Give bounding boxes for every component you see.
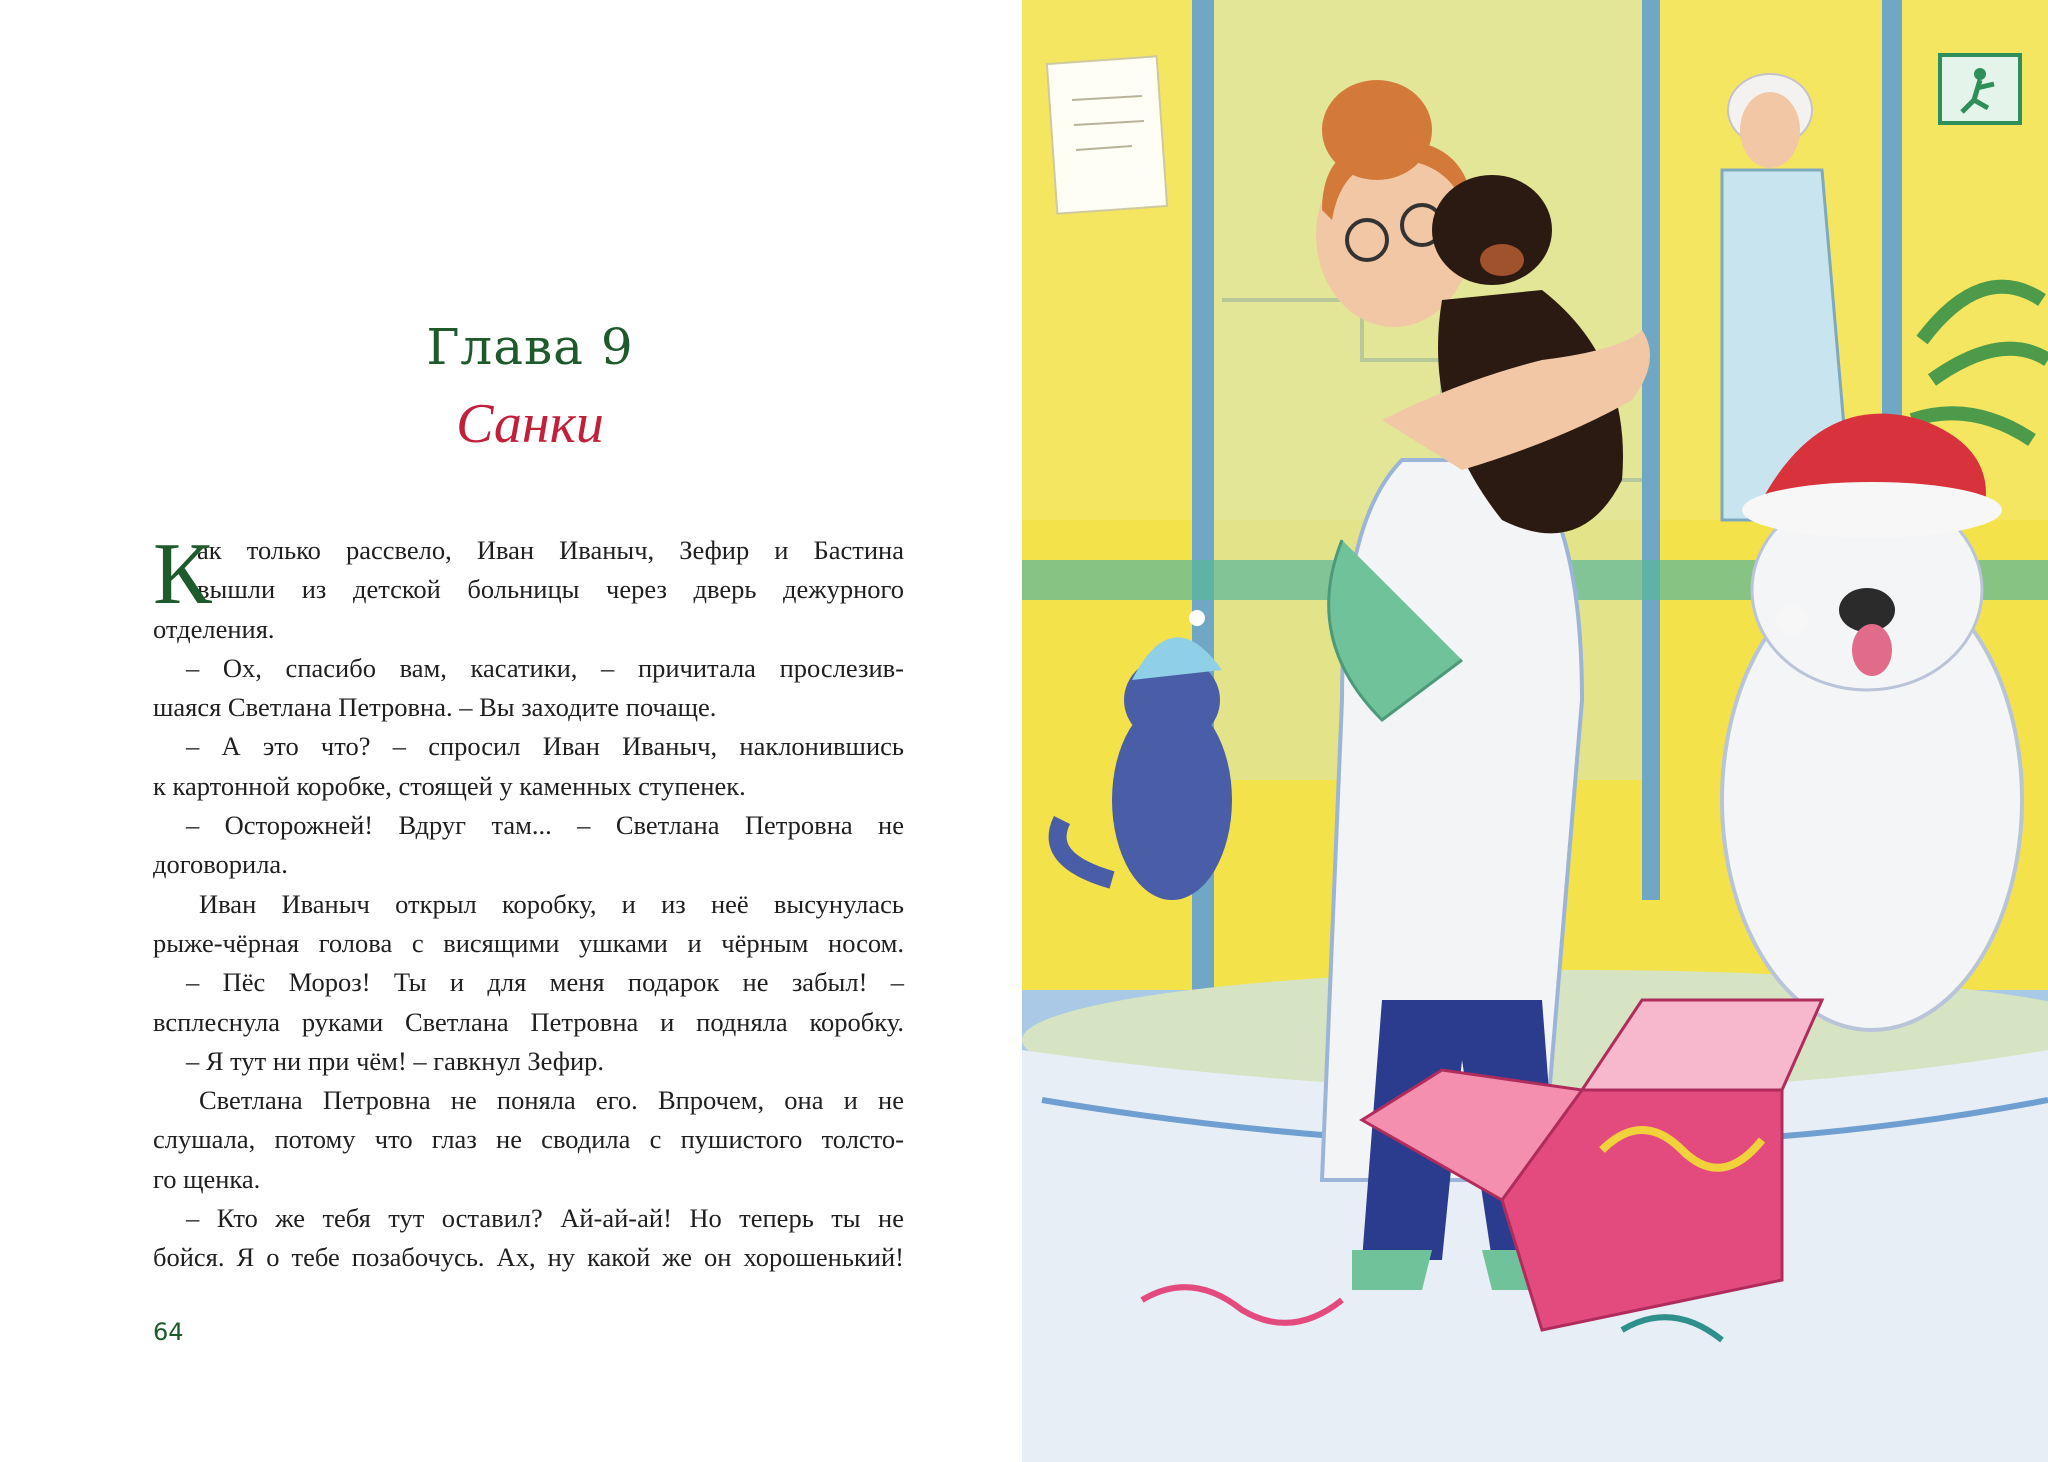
text-line: ак только рассвело, Иван Иваныч, Зефир и Бастина (197, 535, 904, 565)
text-line: – Ох, спасибо вам, касатики, – причитала прослезив- (186, 652, 904, 683)
text-line: – Кто же тебя тут оставил? Ай-ай-ай! Но теперь ты не (186, 1203, 904, 1234)
text-line: Светлана Петровна не поняла его. Впрочем, она и не (199, 1085, 904, 1116)
chapter-title: Санки (456, 393, 604, 455)
illustration-drawing (1022, 0, 2048, 1462)
body-text (153, 526, 904, 1278)
chapter-number: Глава 9 (426, 318, 634, 376)
text-line: вышли из детской больницы через дверь дежурного (197, 574, 904, 605)
text-line: шаяся Светлана Петровна. – Вы заходите почаще. (153, 692, 717, 723)
text-page (0, 0, 1022, 1462)
nurse-face (1740, 92, 1800, 168)
text-line: всплеснула руками Светлана Петровна и подняла коробку. (153, 1006, 904, 1037)
text-line: – Пёс Мороз! Ты и для меня подарок не забыл! – (186, 967, 904, 998)
page-number: 64 (153, 1318, 184, 1346)
text-line: Иван Иваныч открыл коробку, и из неё высунулась (199, 888, 904, 919)
text-line: го щенка. (153, 1163, 261, 1194)
text-line: рыже-чёрная голова с висящими ушками и чёрным носом. (153, 927, 904, 958)
text-line: слушала, потому что глаз не сводила с пушистого толсто- (153, 1124, 904, 1155)
text-line: договорила. (153, 849, 288, 880)
illustration (1022, 0, 2048, 1462)
text-line: к картонной коробке, стоящей у каменных ступенек. (153, 770, 746, 801)
text-line: – Я тут ни при чём! – гавкнул Зефир. (186, 1045, 604, 1076)
text-line: бойся. Я о тебе позабочусь. Ах, ну какой же он хорошенький! (153, 1242, 904, 1273)
text-line: – Осторожней! Вдруг там... – Светлана Петровна не (186, 810, 904, 841)
text-line: отделения. (153, 613, 275, 644)
drop-cap: К (153, 526, 212, 623)
notice-paper (1047, 56, 1167, 213)
text-line: – А это что? – спросил Иван Иваныч, наклонившись (186, 731, 904, 762)
